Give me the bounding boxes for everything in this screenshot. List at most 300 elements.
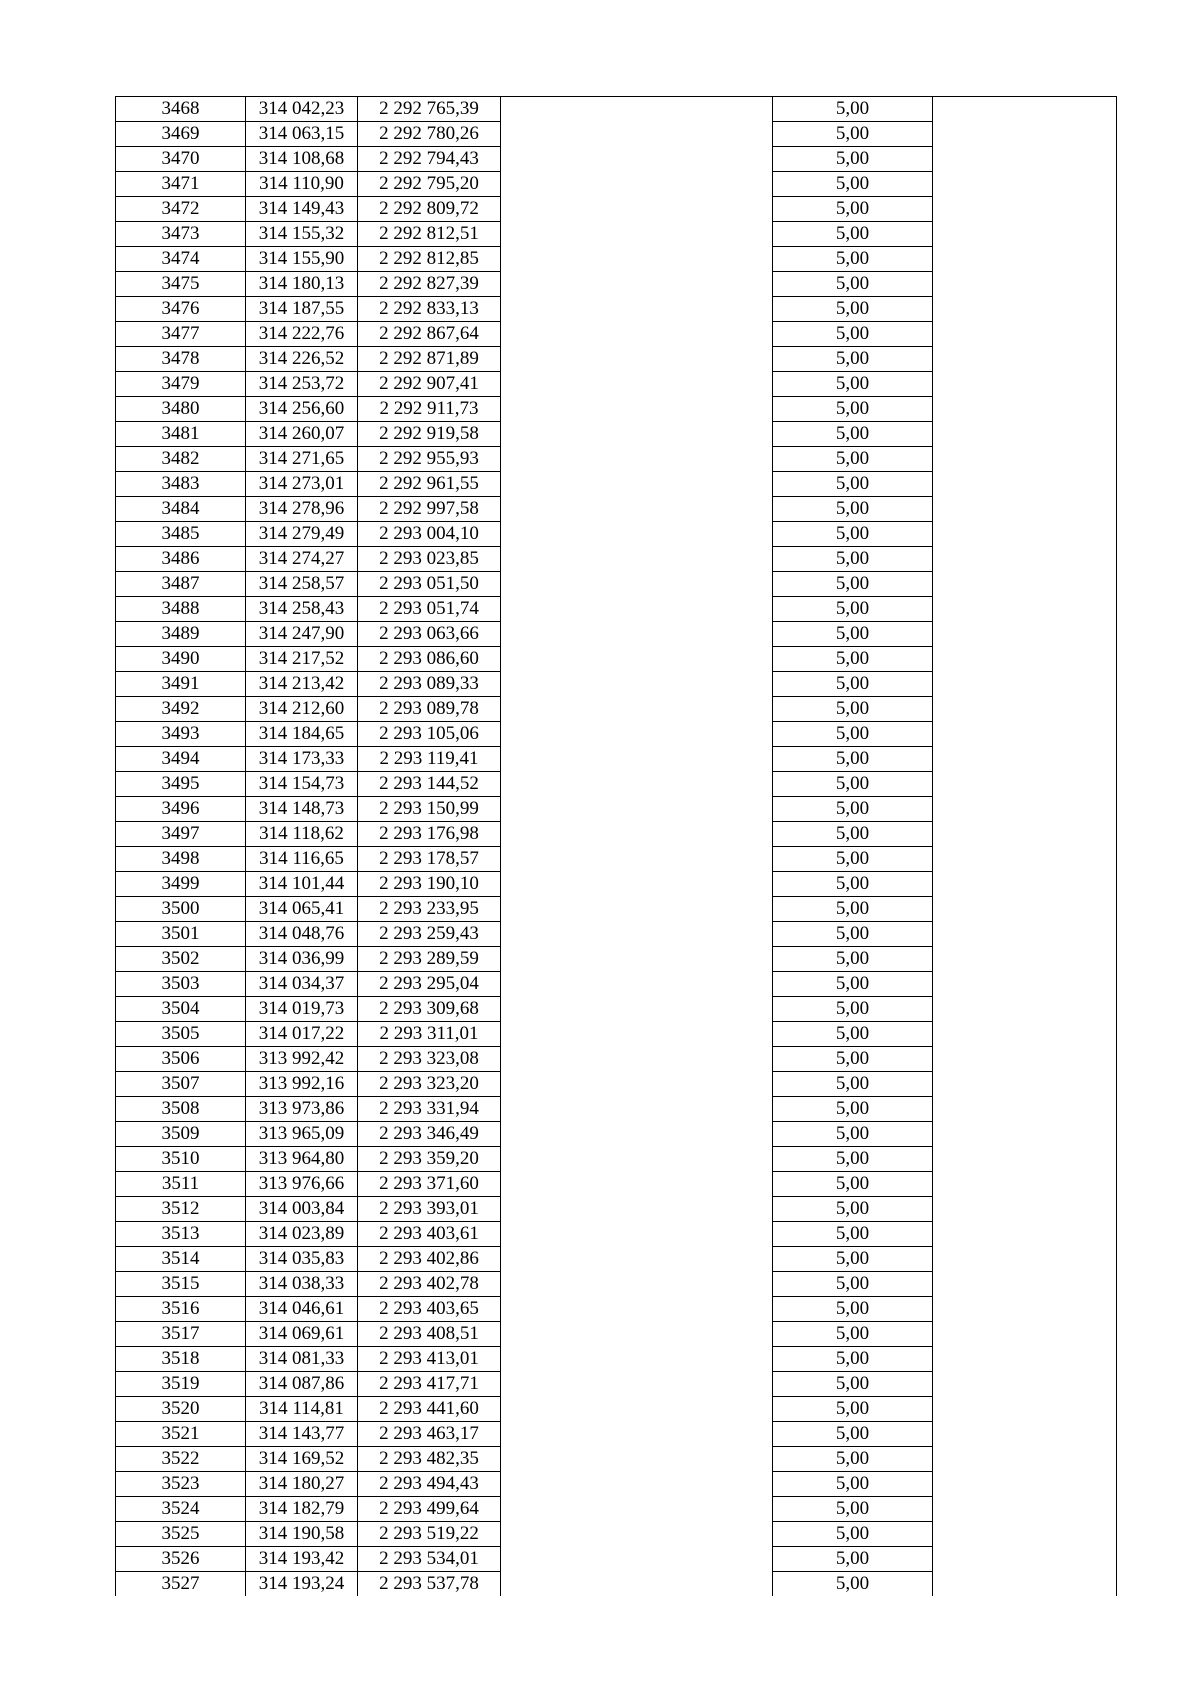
table-row — [116, 1072, 1117, 1097]
blank-cell — [501, 1247, 773, 1272]
y-coordinate-cell: 2 293 402,86 — [358, 1247, 501, 1272]
x-coordinate-cell: 314 101,44 — [246, 872, 358, 897]
table-row — [116, 1022, 1117, 1047]
table-row — [116, 1122, 1117, 1147]
y-coordinate-cell: 2 293 289,59 — [358, 947, 501, 972]
y-coordinate-cell: 2 292 907,41 — [358, 372, 501, 397]
x-coordinate-cell: 314 258,43 — [246, 597, 358, 622]
blank-cell — [501, 297, 773, 322]
blank-cell — [501, 597, 773, 622]
point-number-cell: 3509 — [116, 1122, 246, 1147]
blank-cell — [501, 397, 773, 422]
x-coordinate-cell: 314 034,37 — [246, 972, 358, 997]
y-coordinate-cell: 2 292 812,51 — [358, 222, 501, 247]
blank-cell — [501, 1497, 773, 1522]
y-coordinate-cell: 2 293 403,61 — [358, 1222, 501, 1247]
x-coordinate-cell: 314 116,65 — [246, 847, 358, 872]
blank-cell — [933, 1372, 1117, 1397]
blank-cell — [933, 1422, 1117, 1447]
value-cell: 5,00 — [773, 147, 933, 172]
point-number-cell: 3516 — [116, 1297, 246, 1322]
x-coordinate-cell: 314 019,73 — [246, 997, 358, 1022]
x-coordinate-cell: 314 048,76 — [246, 922, 358, 947]
x-coordinate-cell: 314 256,60 — [246, 397, 358, 422]
blank-cell — [933, 397, 1117, 422]
x-coordinate-cell: 314 169,52 — [246, 1447, 358, 1472]
blank-cell — [933, 322, 1117, 347]
point-number-cell: 3492 — [116, 697, 246, 722]
blank-cell — [933, 297, 1117, 322]
y-coordinate-cell: 2 293 119,41 — [358, 747, 501, 772]
blank-cell — [933, 522, 1117, 547]
point-number-cell: 3497 — [116, 822, 246, 847]
table-row — [116, 847, 1117, 872]
y-coordinate-cell: 2 293 463,17 — [358, 1422, 501, 1447]
value-cell: 5,00 — [773, 1422, 933, 1447]
table-row — [116, 472, 1117, 497]
y-coordinate-cell: 2 293 309,68 — [358, 997, 501, 1022]
x-coordinate-cell: 314 279,49 — [246, 522, 358, 547]
y-coordinate-cell: 2 293 063,66 — [358, 622, 501, 647]
blank-cell — [501, 947, 773, 972]
blank-cell — [501, 1472, 773, 1497]
y-coordinate-cell: 2 292 765,39 — [358, 97, 501, 122]
table-row — [116, 1572, 1117, 1597]
blank-cell — [501, 1047, 773, 1072]
value-cell: 5,00 — [773, 1347, 933, 1372]
point-number-cell: 3527 — [116, 1572, 246, 1597]
y-coordinate-cell: 2 293 311,01 — [358, 1022, 501, 1047]
table-row — [116, 772, 1117, 797]
value-cell: 5,00 — [773, 1547, 933, 1572]
blank-cell — [501, 147, 773, 172]
value-cell: 5,00 — [773, 797, 933, 822]
blank-cell — [933, 1347, 1117, 1372]
y-coordinate-cell: 2 293 259,43 — [358, 922, 501, 947]
value-cell: 5,00 — [773, 1497, 933, 1522]
table-row — [116, 122, 1117, 147]
blank-cell — [933, 847, 1117, 872]
x-coordinate-cell: 314 114,81 — [246, 1397, 358, 1422]
y-coordinate-cell: 2 293 371,60 — [358, 1172, 501, 1197]
point-number-cell: 3526 — [116, 1547, 246, 1572]
table-row — [116, 722, 1117, 747]
blank-cell — [933, 1172, 1117, 1197]
blank-cell — [933, 897, 1117, 922]
x-coordinate-cell: 314 274,27 — [246, 547, 358, 572]
value-cell: 5,00 — [773, 1222, 933, 1247]
blank-cell — [933, 372, 1117, 397]
x-coordinate-cell: 314 260,07 — [246, 422, 358, 447]
blank-cell — [933, 147, 1117, 172]
point-number-cell: 3488 — [116, 597, 246, 622]
point-number-cell: 3513 — [116, 1222, 246, 1247]
x-coordinate-cell: 314 108,68 — [246, 147, 358, 172]
table-row — [116, 647, 1117, 672]
x-coordinate-cell: 314 155,32 — [246, 222, 358, 247]
value-cell: 5,00 — [773, 672, 933, 697]
y-coordinate-cell: 2 293 105,06 — [358, 722, 501, 747]
point-number-cell: 3507 — [116, 1072, 246, 1097]
x-coordinate-cell: 314 118,62 — [246, 822, 358, 847]
y-coordinate-cell: 2 293 331,94 — [358, 1097, 501, 1122]
value-cell: 5,00 — [773, 1522, 933, 1547]
y-coordinate-cell: 2 292 794,43 — [358, 147, 501, 172]
value-cell: 5,00 — [773, 1197, 933, 1222]
x-coordinate-cell: 314 017,22 — [246, 1022, 358, 1047]
y-coordinate-cell: 2 292 780,26 — [358, 122, 501, 147]
blank-cell — [501, 922, 773, 947]
x-coordinate-cell: 314 173,33 — [246, 747, 358, 772]
point-number-cell: 3478 — [116, 347, 246, 372]
point-number-cell: 3511 — [116, 1172, 246, 1197]
value-cell: 5,00 — [773, 197, 933, 222]
blank-cell — [501, 647, 773, 672]
blank-cell — [501, 697, 773, 722]
value-cell: 5,00 — [773, 497, 933, 522]
blank-cell — [501, 1072, 773, 1097]
blank-cell — [501, 422, 773, 447]
point-number-cell: 3476 — [116, 297, 246, 322]
y-coordinate-cell: 2 292 827,39 — [358, 272, 501, 297]
x-coordinate-cell: 314 253,72 — [246, 372, 358, 397]
table-row — [116, 797, 1117, 822]
blank-cell — [501, 972, 773, 997]
point-number-cell: 3514 — [116, 1247, 246, 1272]
blank-cell — [501, 247, 773, 272]
blank-cell — [501, 872, 773, 897]
table-row — [116, 1147, 1117, 1172]
point-number-cell: 3487 — [116, 572, 246, 597]
point-number-cell: 3484 — [116, 497, 246, 522]
x-coordinate-cell: 314 036,99 — [246, 947, 358, 972]
table-row — [116, 422, 1117, 447]
x-coordinate-cell: 314 069,61 — [246, 1322, 358, 1347]
blank-cell — [501, 272, 773, 297]
blank-cell — [933, 422, 1117, 447]
blank-cell — [933, 1572, 1117, 1597]
value-cell: 5,00 — [773, 472, 933, 497]
point-number-cell: 3500 — [116, 897, 246, 922]
blank-cell — [933, 1547, 1117, 1572]
blank-cell — [933, 1222, 1117, 1247]
blank-cell — [933, 797, 1117, 822]
point-number-cell: 3522 — [116, 1447, 246, 1472]
blank-cell — [501, 1397, 773, 1422]
blank-cell — [501, 1547, 773, 1572]
x-coordinate-cell: 314 271,65 — [246, 447, 358, 472]
value-cell: 5,00 — [773, 697, 933, 722]
blank-cell — [501, 722, 773, 747]
point-number-cell: 3518 — [116, 1347, 246, 1372]
x-coordinate-cell: 314 149,43 — [246, 197, 358, 222]
blank-cell — [933, 347, 1117, 372]
blank-cell — [501, 1147, 773, 1172]
value-cell: 5,00 — [773, 222, 933, 247]
blank-cell — [501, 1197, 773, 1222]
value-cell: 5,00 — [773, 1447, 933, 1472]
blank-cell — [501, 1022, 773, 1047]
blank-cell — [501, 1222, 773, 1247]
table-row — [116, 1397, 1117, 1422]
point-number-cell: 3520 — [116, 1397, 246, 1422]
x-coordinate-cell: 314 042,23 — [246, 97, 358, 122]
value-cell: 5,00 — [773, 297, 933, 322]
coordinates-table — [115, 96, 1117, 1596]
blank-cell — [933, 997, 1117, 1022]
point-number-cell: 3502 — [116, 947, 246, 972]
blank-cell — [933, 872, 1117, 897]
value-cell: 5,00 — [773, 547, 933, 572]
y-coordinate-cell: 2 293 537,78 — [358, 1572, 501, 1597]
table-row — [116, 397, 1117, 422]
y-coordinate-cell: 2 293 499,64 — [358, 1497, 501, 1522]
table-row — [116, 1272, 1117, 1297]
value-cell: 5,00 — [773, 647, 933, 672]
y-coordinate-cell: 2 293 004,10 — [358, 522, 501, 547]
blank-cell — [933, 1022, 1117, 1047]
value-cell: 5,00 — [773, 447, 933, 472]
blank-cell — [501, 1172, 773, 1197]
blank-cell — [933, 572, 1117, 597]
point-number-cell: 3477 — [116, 322, 246, 347]
point-number-cell: 3525 — [116, 1522, 246, 1547]
table-row — [116, 997, 1117, 1022]
blank-cell — [933, 1447, 1117, 1472]
table-row — [116, 1197, 1117, 1222]
point-number-cell: 3504 — [116, 997, 246, 1022]
blank-cell — [933, 222, 1117, 247]
y-coordinate-cell: 2 293 417,71 — [358, 1372, 501, 1397]
y-coordinate-cell: 2 293 346,49 — [358, 1122, 501, 1147]
value-cell: 5,00 — [773, 972, 933, 997]
point-number-cell: 3499 — [116, 872, 246, 897]
point-number-cell: 3486 — [116, 547, 246, 572]
value-cell: 5,00 — [773, 597, 933, 622]
x-coordinate-cell: 314 184,65 — [246, 722, 358, 747]
table-row — [116, 97, 1117, 122]
x-coordinate-cell: 313 964,80 — [246, 1147, 358, 1172]
blank-cell — [933, 547, 1117, 572]
x-coordinate-cell: 313 992,16 — [246, 1072, 358, 1097]
y-coordinate-cell: 2 293 295,04 — [358, 972, 501, 997]
table-row — [116, 597, 1117, 622]
blank-cell — [501, 1097, 773, 1122]
x-coordinate-cell: 314 226,52 — [246, 347, 358, 372]
blank-cell — [501, 322, 773, 347]
value-cell: 5,00 — [773, 1272, 933, 1297]
table-row — [116, 897, 1117, 922]
x-coordinate-cell: 314 193,24 — [246, 1572, 358, 1597]
y-coordinate-cell: 2 292 997,58 — [358, 497, 501, 522]
y-coordinate-cell: 2 293 482,35 — [358, 1447, 501, 1472]
x-coordinate-cell: 314 182,79 — [246, 1497, 358, 1522]
table-row — [116, 622, 1117, 647]
y-coordinate-cell: 2 293 408,51 — [358, 1322, 501, 1347]
table-row — [116, 1297, 1117, 1322]
table-row — [116, 1322, 1117, 1347]
table-row — [116, 172, 1117, 197]
table-row — [116, 1472, 1117, 1497]
blank-cell — [933, 1122, 1117, 1147]
y-coordinate-cell: 2 293 051,50 — [358, 572, 501, 597]
blank-cell — [933, 1147, 1117, 1172]
blank-cell — [933, 647, 1117, 672]
point-number-cell: 3470 — [116, 147, 246, 172]
value-cell: 5,00 — [773, 1397, 933, 1422]
table-row — [116, 697, 1117, 722]
blank-cell — [933, 122, 1117, 147]
point-number-cell: 3503 — [116, 972, 246, 997]
point-number-cell: 3483 — [116, 472, 246, 497]
value-cell: 5,00 — [773, 1472, 933, 1497]
value-cell: 5,00 — [773, 572, 933, 597]
x-coordinate-cell: 313 992,42 — [246, 1047, 358, 1072]
blank-cell — [501, 1372, 773, 1397]
blank-cell — [501, 547, 773, 572]
point-number-cell: 3480 — [116, 397, 246, 422]
y-coordinate-cell: 2 293 051,74 — [358, 597, 501, 622]
value-cell: 5,00 — [773, 1297, 933, 1322]
blank-cell — [933, 697, 1117, 722]
table-row — [116, 822, 1117, 847]
y-coordinate-cell: 2 293 150,99 — [358, 797, 501, 822]
point-number-cell: 3474 — [116, 247, 246, 272]
value-cell: 5,00 — [773, 822, 933, 847]
blank-cell — [933, 197, 1117, 222]
blank-cell — [933, 747, 1117, 772]
table-row — [116, 1372, 1117, 1397]
blank-cell — [501, 222, 773, 247]
table-row — [116, 747, 1117, 772]
blank-cell — [933, 247, 1117, 272]
blank-cell — [933, 447, 1117, 472]
value-cell: 5,00 — [773, 1047, 933, 1072]
x-coordinate-cell: 314 038,33 — [246, 1272, 358, 1297]
point-number-cell: 3472 — [116, 197, 246, 222]
point-number-cell: 3494 — [116, 747, 246, 772]
y-coordinate-cell: 2 293 323,08 — [358, 1047, 501, 1072]
value-cell: 5,00 — [773, 947, 933, 972]
y-coordinate-cell: 2 293 494,43 — [358, 1472, 501, 1497]
point-number-cell: 3515 — [116, 1272, 246, 1297]
point-number-cell: 3468 — [116, 97, 246, 122]
x-coordinate-cell: 314 180,27 — [246, 1472, 358, 1497]
blank-cell — [933, 97, 1117, 122]
table-row — [116, 372, 1117, 397]
blank-cell — [933, 597, 1117, 622]
point-number-cell: 3482 — [116, 447, 246, 472]
table-row — [116, 572, 1117, 597]
point-number-cell: 3519 — [116, 1372, 246, 1397]
blank-cell — [501, 622, 773, 647]
point-number-cell: 3490 — [116, 647, 246, 672]
blank-cell — [501, 1322, 773, 1347]
point-number-cell: 3479 — [116, 372, 246, 397]
table-row — [116, 272, 1117, 297]
value-cell: 5,00 — [773, 1322, 933, 1347]
x-coordinate-cell: 314 063,15 — [246, 122, 358, 147]
value-cell: 5,00 — [773, 247, 933, 272]
point-number-cell: 3496 — [116, 797, 246, 822]
table-row — [116, 147, 1117, 172]
blank-cell — [933, 1297, 1117, 1322]
table-row — [116, 347, 1117, 372]
point-number-cell: 3521 — [116, 1422, 246, 1447]
blank-cell — [501, 997, 773, 1022]
value-cell: 5,00 — [773, 872, 933, 897]
value-cell: 5,00 — [773, 347, 933, 372]
table-row — [116, 322, 1117, 347]
value-cell: 5,00 — [773, 1372, 933, 1397]
x-coordinate-cell: 314 110,90 — [246, 172, 358, 197]
blank-cell — [501, 447, 773, 472]
table-row — [116, 1172, 1117, 1197]
table-row — [116, 1347, 1117, 1372]
y-coordinate-cell: 2 292 911,73 — [358, 397, 501, 422]
point-number-cell: 3512 — [116, 1197, 246, 1222]
value-cell: 5,00 — [773, 322, 933, 347]
y-coordinate-cell: 2 292 795,20 — [358, 172, 501, 197]
blank-cell — [933, 722, 1117, 747]
point-number-cell: 3510 — [116, 1147, 246, 1172]
blank-cell — [501, 797, 773, 822]
value-cell: 5,00 — [773, 847, 933, 872]
blank-cell — [501, 1272, 773, 1297]
point-number-cell: 3493 — [116, 722, 246, 747]
point-number-cell: 3485 — [116, 522, 246, 547]
table-row — [116, 1097, 1117, 1122]
point-number-cell: 3517 — [116, 1322, 246, 1347]
value-cell: 5,00 — [773, 372, 933, 397]
value-cell: 5,00 — [773, 422, 933, 447]
table-row — [116, 972, 1117, 997]
blank-cell — [501, 847, 773, 872]
value-cell: 5,00 — [773, 922, 933, 947]
table-row — [116, 297, 1117, 322]
point-number-cell: 3469 — [116, 122, 246, 147]
point-number-cell: 3481 — [116, 422, 246, 447]
point-number-cell: 3506 — [116, 1047, 246, 1072]
value-cell: 5,00 — [773, 1072, 933, 1097]
x-coordinate-cell: 314 035,83 — [246, 1247, 358, 1272]
table-row — [116, 1247, 1117, 1272]
blank-cell — [501, 497, 773, 522]
y-coordinate-cell: 2 293 441,60 — [358, 1397, 501, 1422]
blank-cell — [501, 1422, 773, 1447]
point-number-cell: 3491 — [116, 672, 246, 697]
y-coordinate-cell: 2 293 176,98 — [358, 822, 501, 847]
value-cell: 5,00 — [773, 397, 933, 422]
blank-cell — [933, 672, 1117, 697]
y-coordinate-cell: 2 292 961,55 — [358, 472, 501, 497]
blank-cell — [933, 1472, 1117, 1497]
blank-cell — [501, 172, 773, 197]
x-coordinate-cell: 314 154,73 — [246, 772, 358, 797]
x-coordinate-cell: 314 155,90 — [246, 247, 358, 272]
point-number-cell: 3489 — [116, 622, 246, 647]
table-row — [116, 497, 1117, 522]
y-coordinate-cell: 2 292 809,72 — [358, 197, 501, 222]
blank-cell — [501, 197, 773, 222]
value-cell: 5,00 — [773, 1122, 933, 1147]
table-row — [116, 947, 1117, 972]
value-cell: 5,00 — [773, 997, 933, 1022]
y-coordinate-cell: 2 293 323,20 — [358, 1072, 501, 1097]
y-coordinate-cell: 2 293 023,85 — [358, 547, 501, 572]
value-cell: 5,00 — [773, 1247, 933, 1272]
x-coordinate-cell: 313 973,86 — [246, 1097, 358, 1122]
